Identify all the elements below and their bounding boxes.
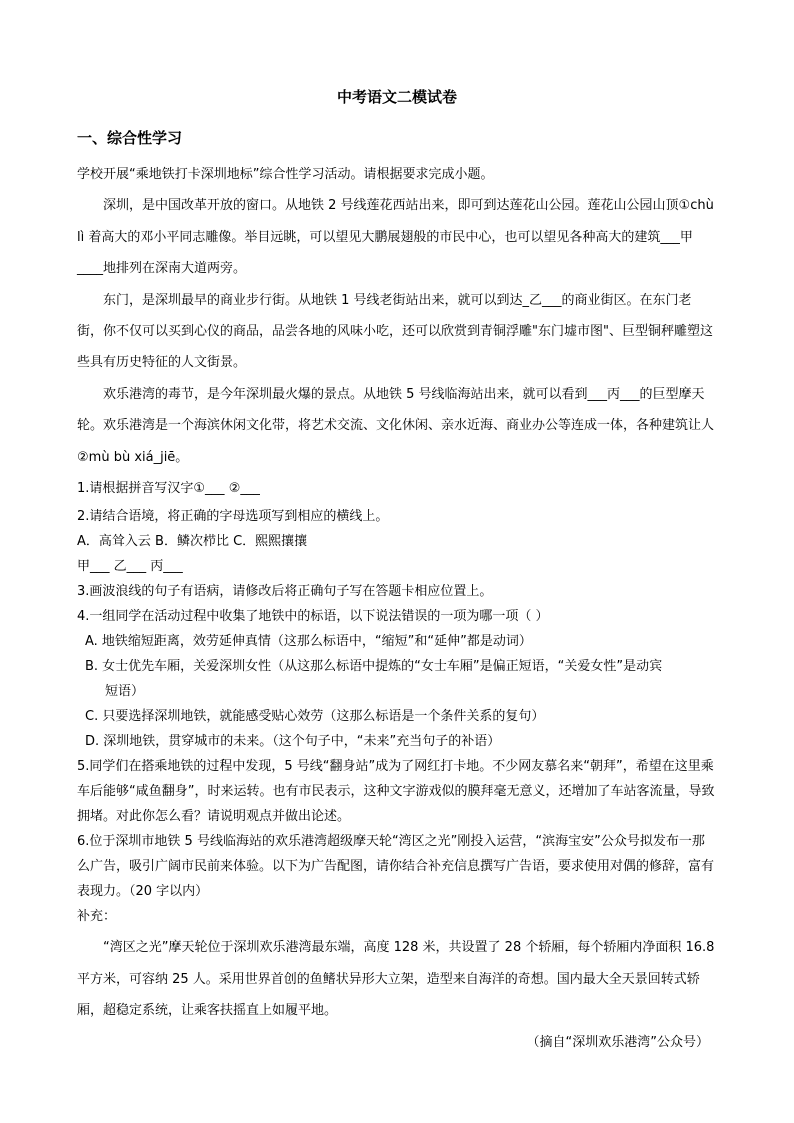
source-citation: （摘自“深圳欢乐港湾”公众号） bbox=[526, 1034, 709, 1050]
section-title: 一、综合性学习 bbox=[77, 129, 183, 147]
question-1: 1.请根据拼音写汉字①___ ②___ bbox=[77, 481, 260, 497]
passage-paragraph: 深圳，是中国改革开放的窗口。从地铁 2 号线莲花西站出来，即可到达莲花山公园。莲花山公园山顶①chù lì 着高大的邓小平同志雕像。举目远眺，可以望见大鹏展翅般的市民中心，也可以望见各种高大的建筑___甲____地排列在深南大道两旁。 bbox=[77, 198, 714, 277]
question-4-option-c: C. 只要选择深圳地铁，就能感受贴心效劳（这那么标语是一个条件关系的复句） bbox=[85, 709, 545, 725]
question-5: 5.同学们在搭乘地铁的过程中发现，5 号线“翻身站”成为了网红打卡地。不少网友慕名来“朝拜”，希望在这里乘车后能够“咸鱼翻身”，时来运转。也有市民表示，这种文字游戏似的膜拜毫无意义，还增加了车站客流量，导致拥堵。对此你怎么看？请说明观点并做出论述。 bbox=[77, 759, 715, 825]
question-2: 2.请结合语境，将正确的字母选项写到相应的横线上。 bbox=[77, 509, 389, 525]
passage-paragraph: 欢乐港湾的毒节，是今年深圳最火爆的景点。从地铁 5 号线临海站出来，就可以看到___丙___的巨型摩天轮。欢乐港湾是一个海滨休闲文化带，将艺术交流、文化休闲、亲水近海、商业办公等连成一体，各种建筑让人②mù bù xiá_jiē。 bbox=[77, 386, 715, 465]
question-4-option-b: B. 女士优先车厢，关爱深圳女性（从这那么标语中提炼的“女士车厢”是偏正短语，“关爱女性”是动宾 bbox=[85, 659, 663, 675]
document-body bbox=[77, 159, 717, 1058]
question-4: 4.一组同学在活动过程中收集了地铁中的标语，以下说法错误的一项为哪一项（ ） bbox=[77, 609, 549, 625]
question-4-option-d: D. 深圳地铁，贯穿城市的未来。（这个句子中，“未来”充当句子的补语） bbox=[85, 734, 501, 750]
question-2-blanks: 甲___ 乙___ 丙___ bbox=[77, 559, 183, 575]
intro-text: 学校开展“乘地铁打卡深圳地标”综合性学习活动。请根据要求完成小题。 bbox=[77, 167, 494, 182]
question-4-option-a: A. 地铁缩短距离，效劳延伸真情（这那么标语中，“缩短”和“延伸”都是动词） bbox=[85, 634, 532, 650]
question-3: 3.画波浪线的句子有语病，请修改后将正确句子写在答题卡相应位置上。 bbox=[77, 584, 493, 600]
passage-paragraph: 东门，是深圳最早的商业步行街。从地铁 1 号线老街站出来，就可以到达_乙___的商业街区。在东门老街，你不仅可以买到心仪的商品，品尝各地的风味小吃，还可以欣赏到青铜浮雕"东门墟市图"、巨型铜秤雕塑这些具有历史特征的人文街景。 bbox=[77, 292, 713, 371]
supplement-text: “湾区之光”摩天轮位于深圳欢乐港湾最东端，高度 128 米，共设置了 28 个轿厢，每个轿厢内净面积 16.8 平方米，可容纳 25 人。采用世界首创的鱼鳍状异形大立架，造型来自海洋的奇想。国内最大全天景回转式轿厢，超稳定系统，让乘客扶摇直上如履平地。 bbox=[77, 940, 715, 1019]
page-title: 中考语文二模试卷 bbox=[336, 88, 457, 106]
supplement-label: 补充： bbox=[77, 909, 117, 925]
question-2-options: A．高耸入云 B．鳞次栉比 C．熙熙攘攘 bbox=[77, 534, 308, 550]
question-6: 6.位于深圳市地铁 5 号线临海站的欢乐港湾超级摩天轮“湾区之光”刚投入运营，“滨海宝安”公众号拟发布一那么广告，吸引广阔市民前来体验。以下为广告配图，请你结合补充信息撰写广告语，要求使用对偶的修辞，富有表现力。（20 字以内） bbox=[77, 834, 715, 900]
question-4-option-b-continued: 短语） bbox=[105, 684, 145, 700]
